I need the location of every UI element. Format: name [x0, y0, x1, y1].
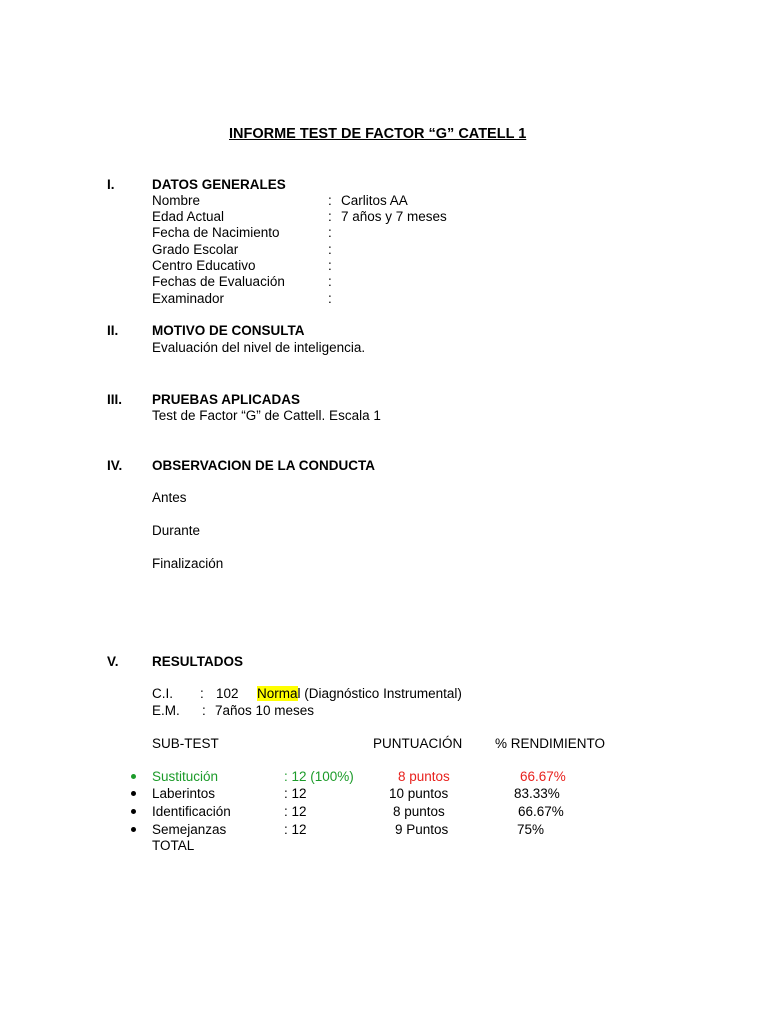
subtest-pct-sustitucion: 66.67% — [520, 769, 566, 784]
subtest-pct-laberintos: 83.33% — [514, 786, 560, 801]
header-subtest: SUB-TEST — [152, 736, 219, 751]
field-separator: : — [328, 291, 332, 306]
ci-value: 102 — [216, 686, 239, 701]
subtest-name-laberintos: Laberintos — [152, 786, 216, 801]
ci-classification-highlight: Norma — [257, 686, 298, 701]
header-rendimiento: % RENDIMIENTO — [495, 736, 606, 751]
section-3-number: III. — [107, 392, 123, 407]
subtest-score-semejanzas: : 12 — [284, 822, 307, 837]
section-5-number: V. — [107, 654, 119, 669]
header-puntuacion: PUNTUACIÓN — [373, 736, 463, 751]
section-5-heading: RESULTADOS — [152, 654, 243, 669]
ci-separator: : — [200, 686, 204, 701]
ci-classification — [257, 686, 462, 702]
field-label-fechas-evaluacion: Fechas de Evaluación — [152, 274, 285, 289]
bullet-icon — [131, 827, 136, 832]
field-label-grado: Grado Escolar — [152, 242, 239, 257]
section-3-heading: PRUEBAS APLICADAS — [152, 392, 301, 407]
field-separator: : — [328, 258, 332, 273]
section-2-text: Evaluación del nivel de inteligencia. — [152, 340, 366, 355]
field-value-edad: 7 años y 7 meses — [341, 209, 447, 224]
conduct-item-finalizacion: Finalización — [152, 556, 224, 571]
ci-classification-rest: l — [297, 686, 301, 701]
field-label-nombre: Nombre — [152, 193, 201, 208]
section-2-number: II. — [107, 323, 119, 338]
bullet-icon — [131, 774, 136, 779]
subtest-name-identificacion: Identificación — [152, 804, 231, 819]
em-value: 7años 10 meses — [215, 703, 315, 718]
field-separator: : — [328, 225, 332, 240]
section-2-heading: MOTIVO DE CONSULTA — [152, 323, 305, 338]
subtest-score-laberintos: : 12 — [284, 786, 307, 801]
conduct-item-durante: Durante — [152, 523, 201, 538]
subtest-points-laberintos: 10 puntos — [389, 786, 449, 801]
subtest-pct-semejanzas: 75% — [517, 822, 545, 837]
subtest-points-sustitucion: 8 puntos — [398, 769, 450, 784]
total-label: TOTAL — [152, 838, 195, 853]
section-1-heading: DATOS GENERALES — [152, 177, 286, 192]
ci-detail: (Diagnóstico Instrumental) — [304, 686, 462, 701]
field-separator: : — [328, 274, 332, 289]
bullet-icon — [131, 809, 136, 814]
subtest-points-identificacion: 8 puntos — [393, 804, 445, 819]
subtest-score-sustitucion: : 12 (100%) — [284, 769, 354, 784]
field-label-fecha-nacimiento: Fecha de Nacimiento — [152, 225, 280, 240]
field-label-centro: Centro Educativo — [152, 258, 256, 273]
document-title: INFORME TEST DE FACTOR “G” CATELL 1 — [229, 126, 527, 142]
field-separator: : — [328, 193, 332, 208]
bullet-icon — [131, 791, 136, 796]
ci-label: C.I. — [152, 686, 174, 701]
subtest-score-identificacion: : 12 — [284, 804, 307, 819]
subtest-name-sustitucion: Sustitución — [152, 769, 219, 784]
field-separator: : — [328, 209, 332, 224]
section-3-text: Test de Factor “G” de Cattell. Escala 1 — [152, 408, 381, 423]
field-label-edad: Edad Actual — [152, 209, 225, 224]
subtest-name-semejanzas: Semejanzas — [152, 822, 227, 837]
em-label: E.M. — [152, 703, 180, 718]
section-1-number: I. — [107, 177, 115, 192]
section-4-number: IV. — [107, 458, 123, 473]
subtest-pct-identificacion: 66.67% — [518, 804, 564, 819]
field-separator: : — [328, 242, 332, 257]
conduct-item-antes: Antes — [152, 490, 187, 505]
em-separator: : — [202, 703, 206, 718]
subtest-points-semejanzas: 9 Puntos — [395, 822, 449, 837]
field-label-examinador: Examinador — [152, 291, 225, 306]
section-4-heading: OBSERVACION DE LA CONDUCTA — [152, 458, 376, 473]
field-value-nombre: Carlitos AA — [341, 193, 408, 208]
